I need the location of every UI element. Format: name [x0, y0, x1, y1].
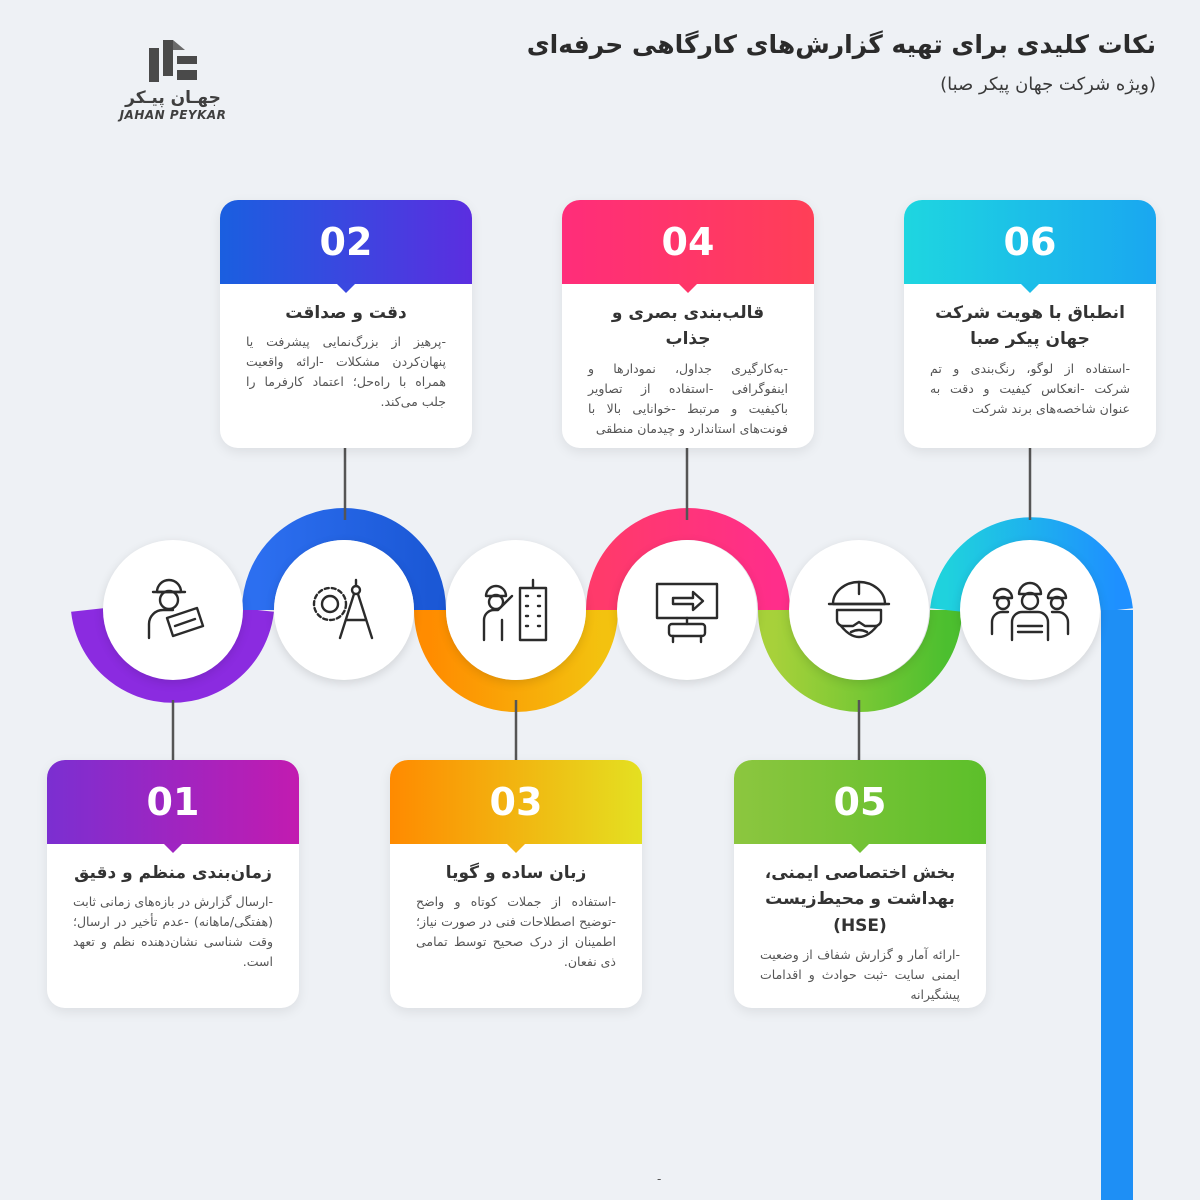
card-text: -ارسال گزارش در بازه‌های زمانی ثابت (هفتگی/ماهانه) -عدم تأخیر در ارسال؛ وقت شناسی نشان‌دهنده نظم و تعهد است.: [72, 894, 273, 970]
card-number: 03: [489, 780, 543, 824]
card-title: بخش اختصاصی ایمنی، بهداشت و محیط‌زیست (HSE): [764, 863, 956, 936]
card-03: [390, 760, 642, 1008]
engineer-blueprint-icon: [133, 570, 213, 650]
icon-circle-3: [446, 540, 586, 680]
card-06: [904, 200, 1156, 448]
card-header: [734, 760, 986, 844]
card-04: [562, 200, 814, 448]
logo-mark-icon: [145, 36, 201, 86]
card-header: [390, 760, 642, 844]
card-text: -پرهیز از بزرگ‌نمایی پیشرفت یا پنهان‌کردن مشکلات -ارائه واقعیت همراه با راه‌حل؛ اعتماد کارفرما را جلب می‌کند.: [246, 334, 446, 410]
card-text: -به‌کارگیری جداول، نمودارها و اینفوگرافی -استفاده از تصاویر باکیفیت و مرتبط -خوانایی بالا با فونت‌های استاندارد و چیدمان منطقی: [588, 360, 788, 436]
card-number: 05: [833, 780, 887, 824]
card-header: [220, 200, 472, 284]
icon-circle-5: [789, 540, 929, 680]
logo-text-fa: جهـان پیـکر: [125, 88, 221, 108]
compass-drafting-icon: [304, 570, 384, 650]
page-mark: -: [657, 1172, 662, 1186]
card-header: [904, 200, 1156, 284]
card-title: انطباق با هویت شرکت جهان پیکر صبا: [935, 303, 1125, 350]
card-title: زبان ساده و گویا: [445, 863, 587, 883]
card-title: زمان‌بندی منظم و دقیق: [74, 863, 272, 883]
card-text: -ارائه آمار و گزارش شفاف از وضعیت ایمنی سایت -ثبت حوادث و اقدامات پیشگیرانه: [760, 947, 960, 1003]
page-title: نکات کلیدی برای تهیه گزارش‌های کارگاهی حرفه‌ای: [526, 30, 1156, 59]
card-02: [220, 200, 472, 448]
card-header: [562, 200, 814, 284]
card-title: دقت و صداقت: [285, 303, 407, 323]
card-number: 06: [1003, 220, 1057, 264]
company-logo: [108, 36, 238, 146]
presentation-board-icon: [647, 570, 727, 650]
card-header: [47, 760, 299, 844]
team-workers-icon: [988, 570, 1072, 650]
safety-helmet-goggles-icon: [819, 570, 899, 650]
card-05: [734, 760, 986, 1008]
card-01: [47, 760, 299, 1008]
icon-circle-2: [274, 540, 414, 680]
card-number: 02: [319, 220, 373, 264]
icon-circle-4: [617, 540, 757, 680]
icon-circle-1: [103, 540, 243, 680]
card-number: 04: [661, 220, 715, 264]
worker-building-icon: [476, 570, 556, 650]
card-number: 01: [146, 780, 200, 824]
card-text: -استفاده از لوگو، رنگ‌بندی و تم شرکت -انعکاس کیفیت و دقت به عنوان شاخصه‌های برند شرکت: [930, 360, 1130, 416]
card-title: قالب‌بندی بصری و جذاب: [611, 303, 765, 350]
logo-text-en: JAHAN PEYKAR: [119, 108, 227, 122]
page-subtitle: (ویژه شرکت جهان پیکر صبا): [940, 74, 1156, 95]
icon-circle-6: [960, 540, 1100, 680]
card-text: -استفاده از جملات کوتاه و واضح -توضیح اصطلاحات فنی در صورت نیاز؛ اطمینان از درک صحیح توسط تمامی ذی نفعان.: [416, 894, 616, 970]
